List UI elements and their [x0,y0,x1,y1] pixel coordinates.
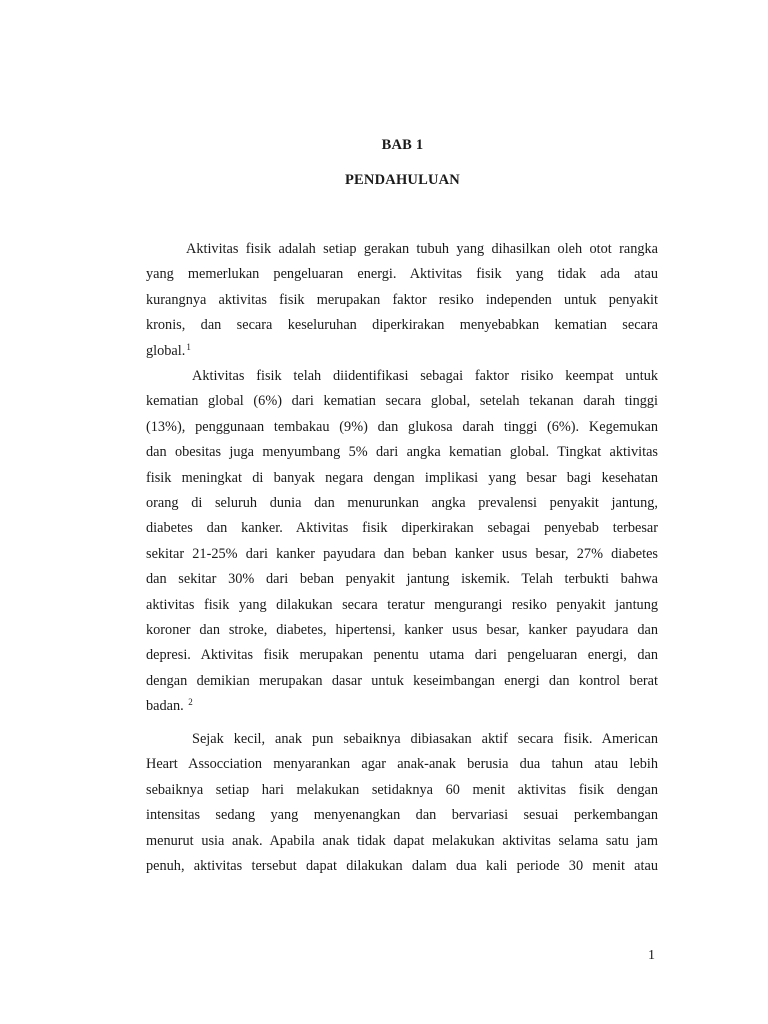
text-line: penuh, aktivitas tersebut dapat dilakukan dalam dua kali periode 30 menit atau [146,857,658,874]
chapter-heading: BAB 1 [381,137,424,153]
text-line: yang memerlukan pengeluaran energi. Aktivitas fisik yang tidak ada atau [146,266,658,283]
text-line: orang di seluruh dunia dan menurunkan angka prevalensi penyakit jantung, [146,494,658,511]
text-segment: global. [146,342,186,359]
text-line: (13%), penggunaan tembakau (9%) dan glukosa darah tinggi (6%). Kegemukan [146,418,658,435]
paragraph [146,727,658,879]
text-line: menurut usia anak. Apabila anak tidak dapat melakukan aktivitas selama satu jam [146,832,658,849]
text-line: dengan demikian merupakan dasar untuk keseimbangan energi dan kontrol berat [146,672,658,689]
text-line: kematian global (6%) dari kematian secara global, setelah tekanan darah tinggi [146,393,658,410]
text-line-last [146,694,658,719]
section-title: PENDAHULUAN [345,172,460,188]
text-line: kurangnya aktivitas fisik merupakan faktor resiko independen untuk penyakit [146,291,658,308]
footnote-reference[interactable]: 1 [186,341,191,352]
text-line: diabetes dan kanker. Aktivitas fisik diperkirakan sebagai penyebab terbesar [146,520,658,537]
text-line: dan obesitas juga menyumbang 5% dari angka kematian global. Tingkat aktivitas [146,444,658,461]
text-line: sebaiknya setiap hari melakukan setidaknya 60 menit aktivitas fisik dengan [146,781,658,798]
page-number: 1 [648,948,655,963]
text-line: sekitar 21-25% dari kanker payudara dan beban kanker usus besar, 27% diabetes [146,545,658,562]
text-line: koroner dan stroke, diabetes, hipertensi, kanker usus besar, kanker payudara dan [146,621,658,638]
text-segment: badan. [146,698,184,715]
footnote-reference[interactable]: 2 [188,697,193,708]
text-line: kronis, dan secara keseluruhan diperkirakan menyebabkan kematian secara [146,317,658,334]
text-line: intensitas sedang yang menyenangkan dan bervariasi sesuai perkembangan [146,807,658,824]
text-line: dan sekitar 30% dari beban penyakit jantung iskemik. Telah terbukti bahwa [146,571,658,588]
text-line-last [146,339,658,364]
paragraph [146,237,658,364]
text-line: Aktivitas fisik telah diidentifikasi sebagai faktor risiko keempat untuk [192,368,658,384]
text-line: Aktivitas fisik adalah setiap gerakan tubuh yang dihasilkan oleh otot rangka [186,241,658,257]
text-line: Heart Assocciation menyarankan agar anak-anak berusia dua tahun atau lebih [146,756,658,773]
text-line: fisik meningkat di banyak negara dengan implikasi yang besar bagi kesehatan [146,469,658,486]
text-line: depresi. Aktivitas fisik merupakan penentu utama dari pengeluaran energi, dan [146,647,658,664]
text-line: Sejak kecil, anak pun sebaiknya dibiasakan aktif secara fisik. American [192,731,658,747]
text-line: aktivitas fisik yang dilakukan secara teratur mengurangi resiko penyakit jantung [146,596,658,613]
paragraph [146,364,658,719]
